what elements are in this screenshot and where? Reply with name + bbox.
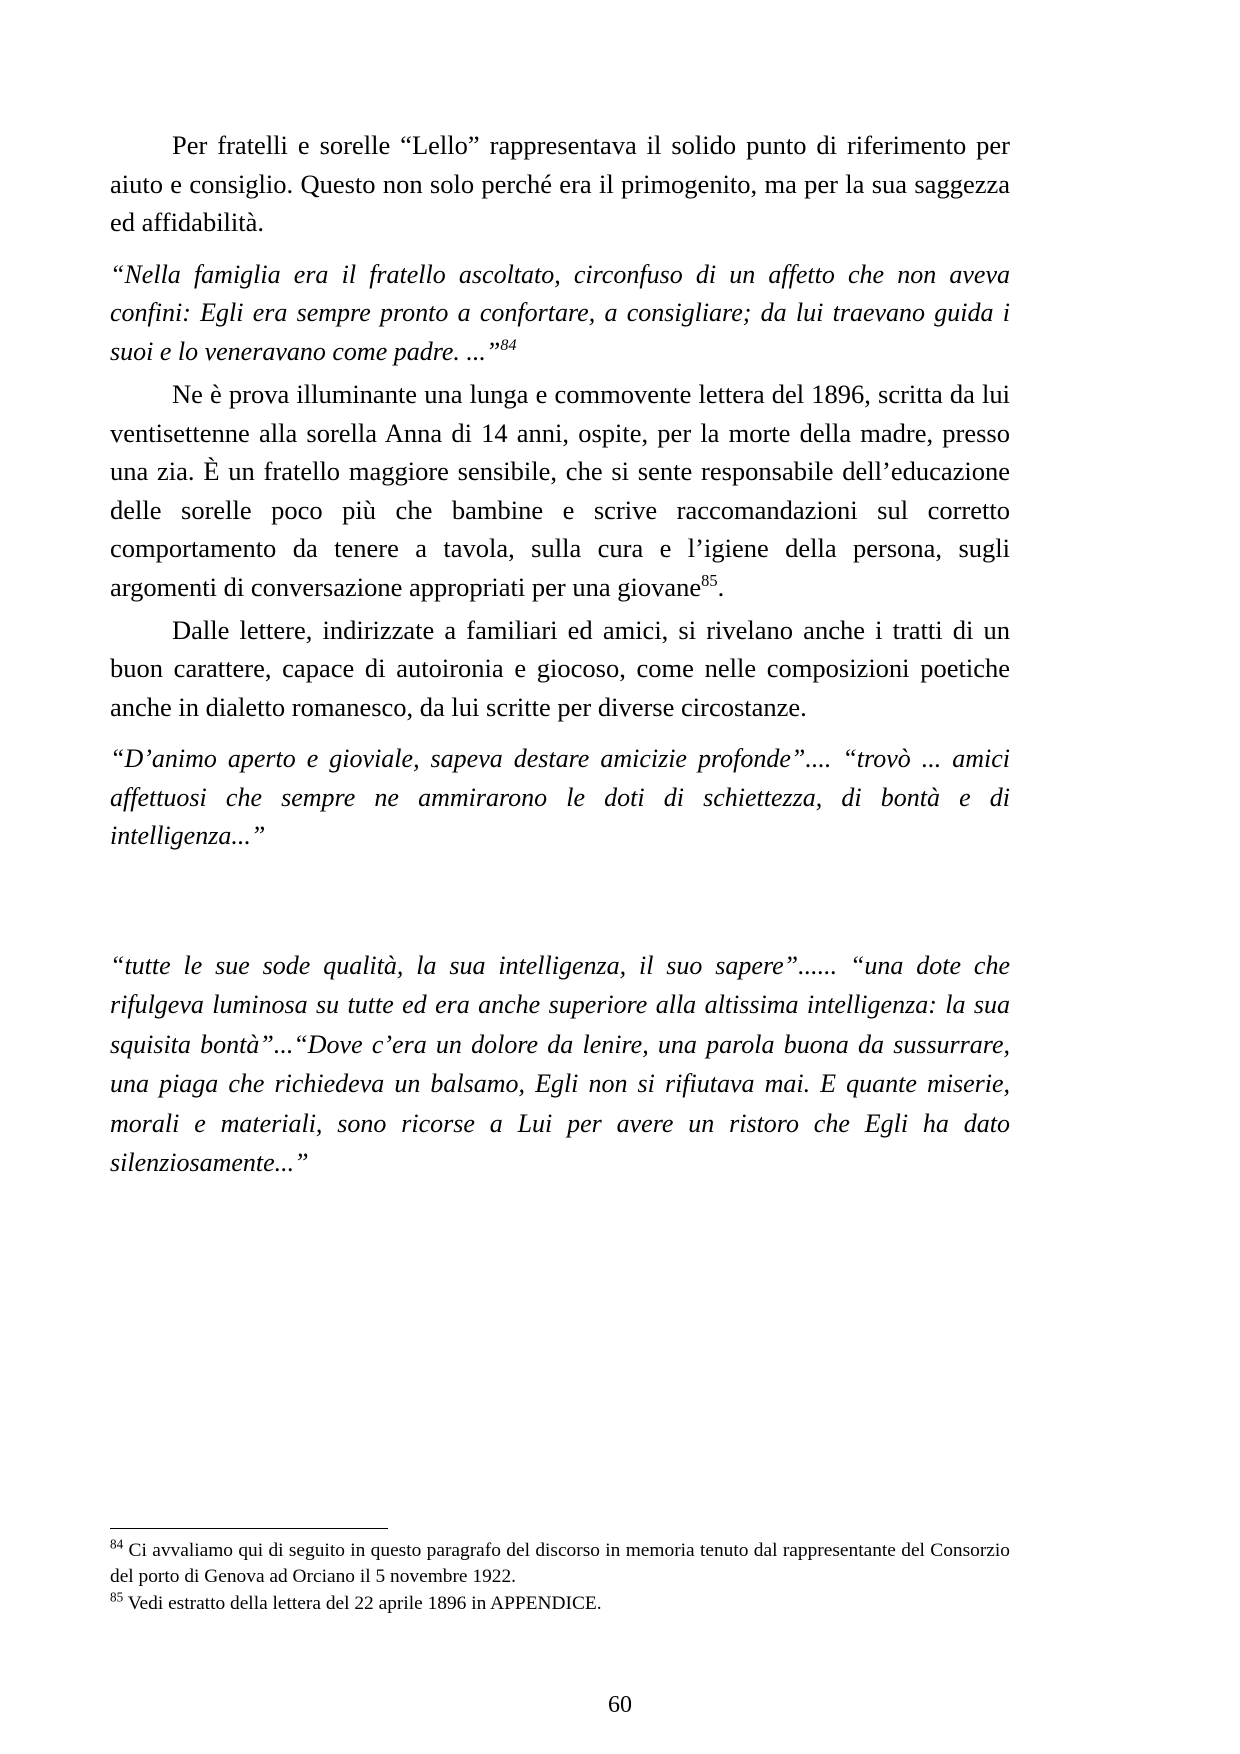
- body-paragraph-2: [110, 375, 1010, 607]
- footnote-84-text: Ci avvaliamo qui di seguito in questo paragrafo del discorso in memoria tenuto dal rappresentante del Consorzio del porto di Genova ad Orciano il 5 novembre 1922.: [110, 1540, 1010, 1588]
- block-quote-2: “D’animo aperto e gioviale, sapeva destare amicizie profonde”.... “trovò ... amici affettuosi che sempre ne ammirarono le doti di schiettezza, di bontà e di intelligenza...”: [110, 744, 1010, 851]
- block-quote-1-text: “Nella famiglia era il fratello ascoltato, circonfuso di un affetto che non aveva confini: Egli era sempre pronto a confortare, a consigliare; da lui traevano guida i suoi e lo veneravano come padre. ...”: [110, 259, 1010, 366]
- body-paragraph-2-suffix: .: [717, 571, 725, 602]
- footnote-85: [110, 1591, 1010, 1617]
- footnote-85-text: Vedi estratto della lettera del 22 aprile 1896 in APPENDICE.: [127, 1592, 602, 1614]
- block-quote-3: “tutte le sue sode qualità, la sua intelligenza, il suo sapere”...... “una dote che rifulgeva luminosa su tutte ed era anche superiore alla altissima intelligenza: la sua squisita bontà”...“Dove c’era un dolore da lenire, una parola buona da sussurrare, una piaga che richiedeva un balsamo, Egli non si rifiutava mai. E quante miserie, morali e materiali, sono ricorse a Lui per avere un ristoro che Egli ha dato silenziosamente...”: [110, 950, 1010, 1178]
- footnote-84-marker: 84: [110, 1536, 124, 1552]
- page-number: 60: [608, 1692, 632, 1718]
- footnote-85-marker: 85: [110, 1589, 124, 1605]
- body-paragraph-2-text: Ne è prova illuminante una lunga e commovente lettera del 1896, scritta da lui ventisettenne alla sorella Anna di 14 anni, ospite, per la morte della madre, presso una zia. È un fratello maggiore sensibile, che si sente responsabile dell’educazione delle sorelle poco più che bambine e scrive raccomandazioni sul corretto comportamento da tenere a tavola, sulla cura e l’igiene della persona, sugli argomenti di conversazione appropriati per una giovane: [110, 379, 1010, 602]
- footnote-area: [110, 1528, 1010, 1617]
- block-quote-1: [110, 256, 1010, 371]
- vertical-spacer: [110, 860, 1010, 932]
- footnote-84: [110, 1538, 1010, 1591]
- footnote-separator-rule: [110, 1528, 388, 1529]
- body-paragraph-1: Per fratelli e sorelle “Lello” rappresentava il solido punto di riferimento per aiuto e consiglio. Questo non solo perché era il primogenito, ma per la sua saggezza ed affidabilità.: [110, 130, 1010, 238]
- page-content-area: [110, 126, 1010, 1187]
- footnote-marker-85[interactable]: 85: [701, 570, 718, 590]
- footnote-marker-84[interactable]: 84: [500, 336, 517, 354]
- body-paragraph-3: Dalle lettere, indirizzate a familiari ed amici, si rivelano anche i tratti di un buon carattere, capace di autoironia e giocoso, come nelle composizioni poetiche anche in dialetto romanesco, da lui scritte per diverse circostanze.: [110, 614, 1010, 722]
